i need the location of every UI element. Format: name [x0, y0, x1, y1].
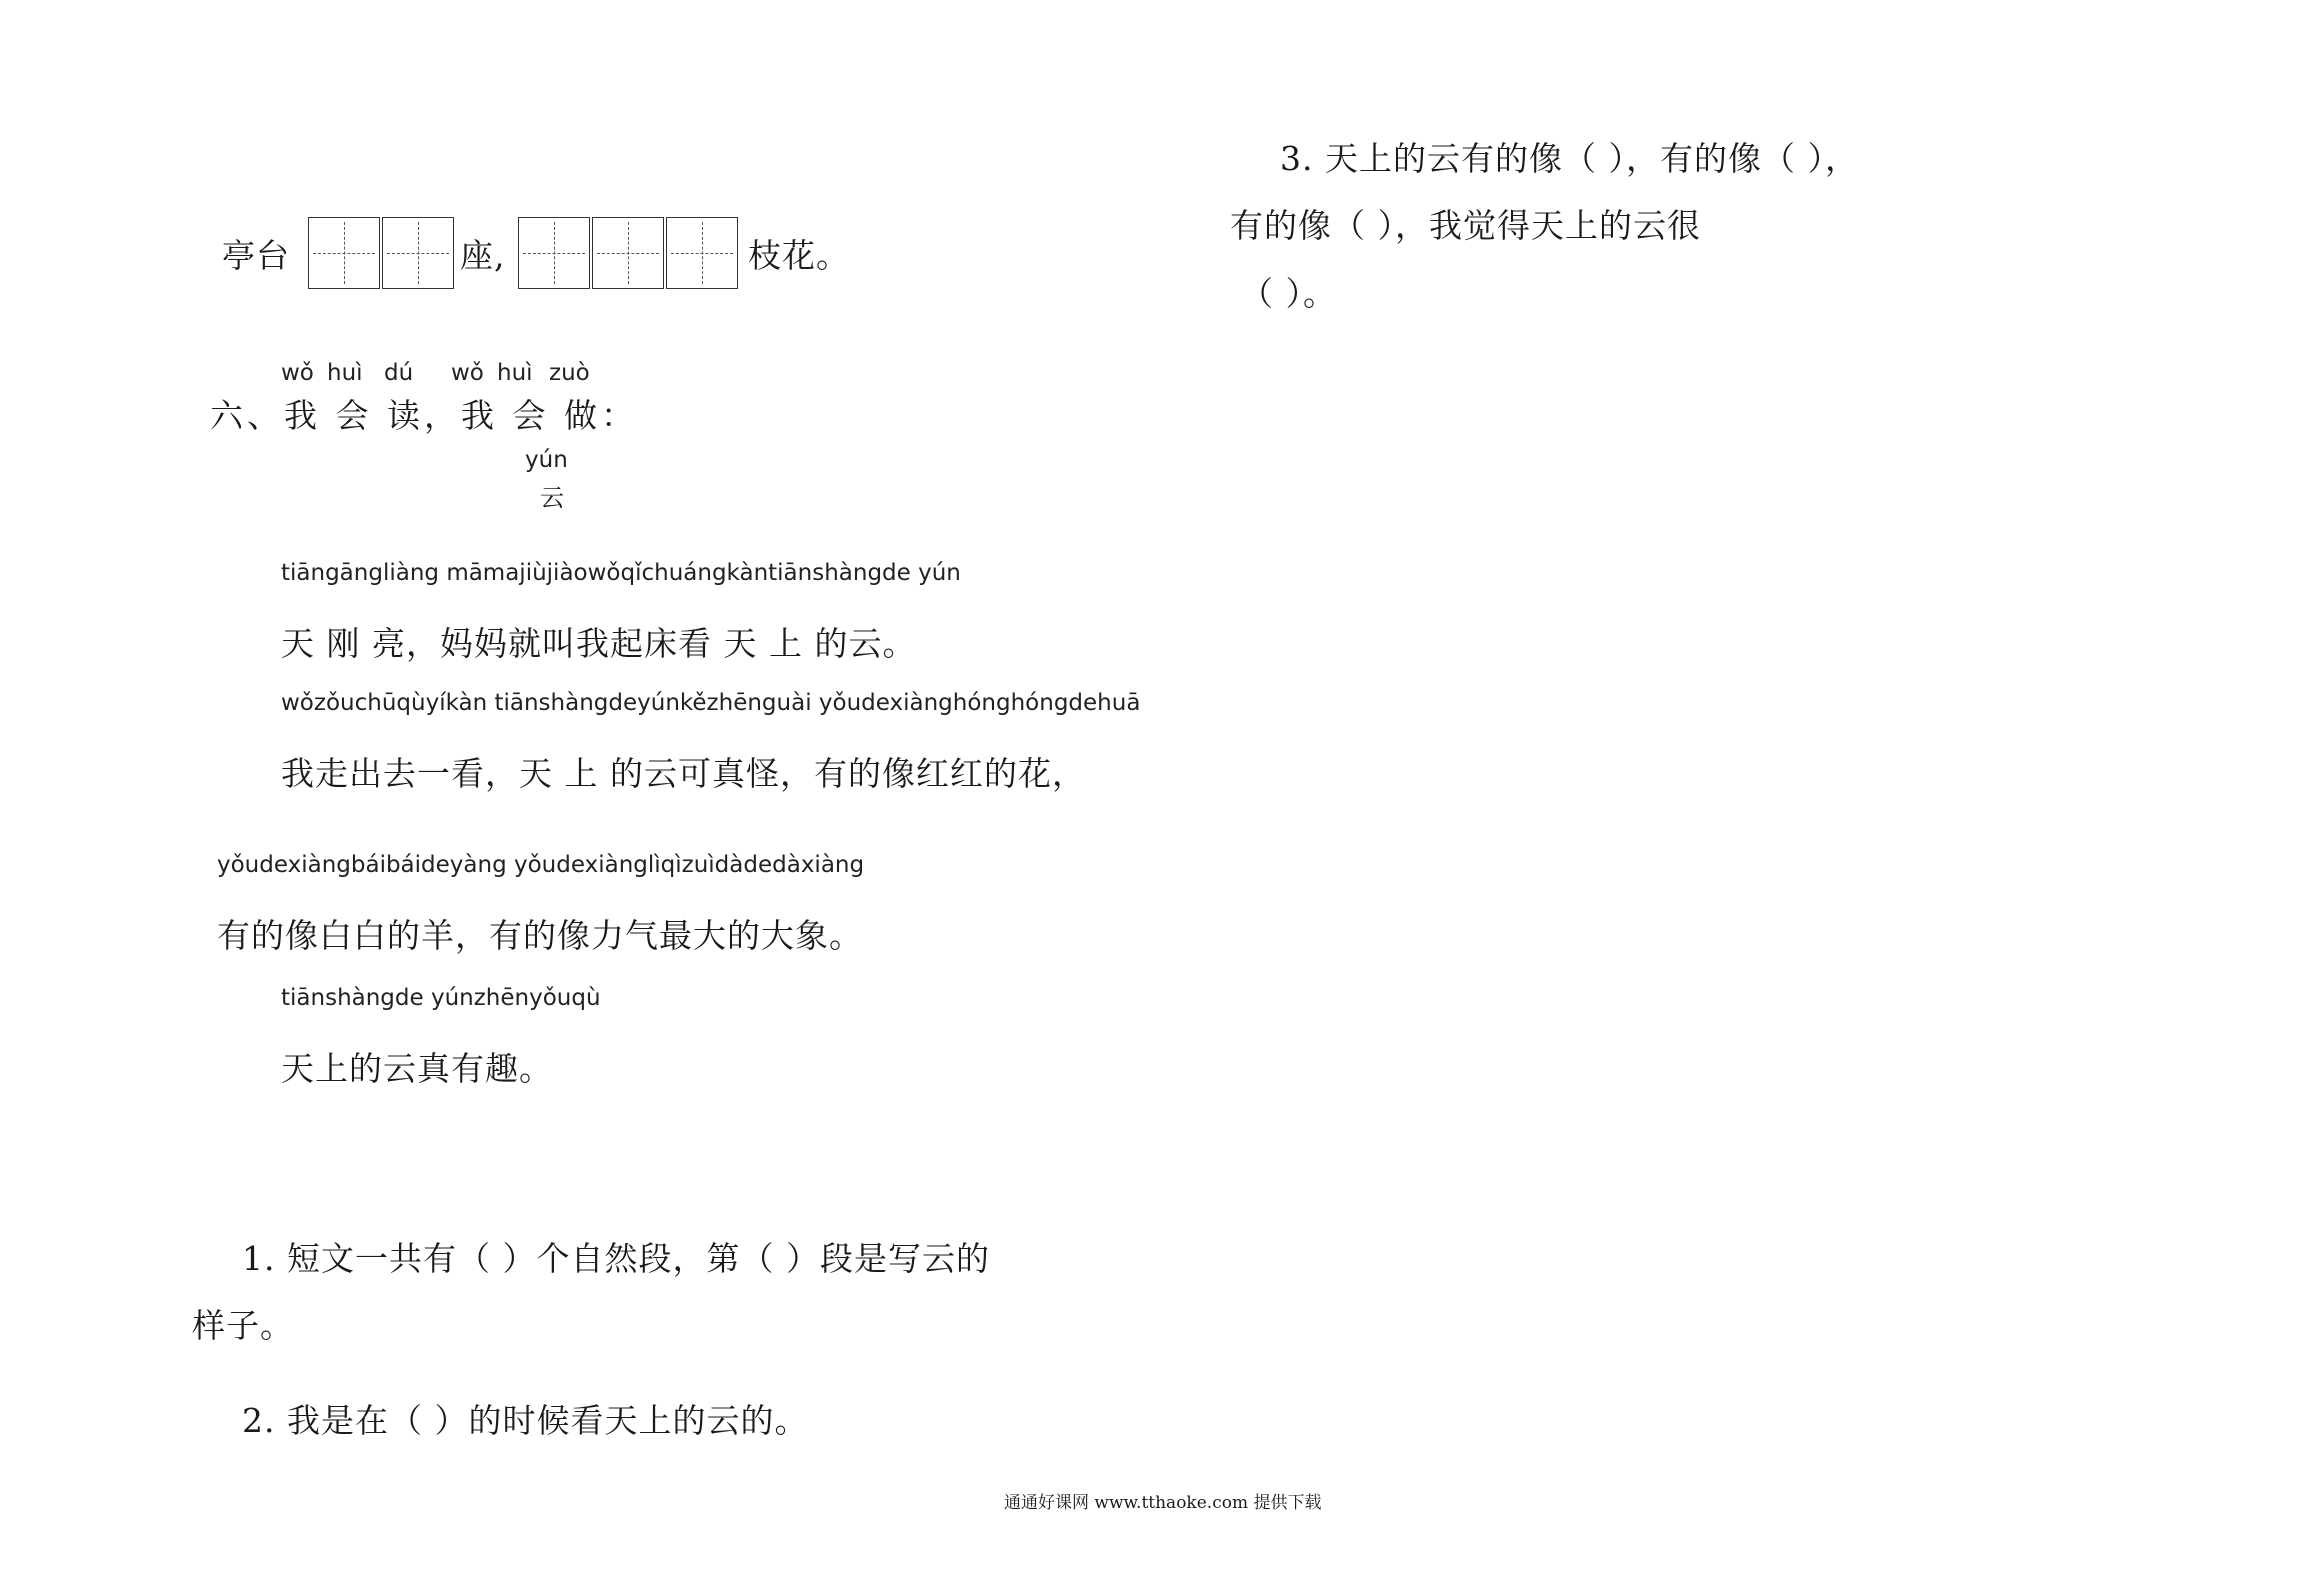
passage-pinyin-1: tiāngāngliàng māmajiùjiàowǒqǐchuángkàntiānshàngde yún	[281, 560, 961, 586]
question-1-line-2: 样子。	[192, 1306, 294, 1345]
writing-cell[interactable]	[518, 217, 590, 289]
writing-cell[interactable]	[666, 217, 738, 289]
section-6-title: 六、我 会 读，我 会 做：	[210, 396, 638, 435]
passage-title-pinyin: yún	[525, 447, 568, 473]
writing-cell[interactable]	[592, 217, 664, 289]
passage-pinyin-2: wǒzǒuchūqùyíkàn tiānshàngdeyúnkězhēnguài yǒudexiànghónghóngdehuā	[281, 690, 1141, 716]
heading-pinyin: zuò	[549, 360, 590, 386]
heading-pinyin: huì	[327, 360, 363, 386]
question-2: 2. 我是在（ ）的时候看天上的云的。	[242, 1401, 809, 1440]
heading-pinyin: wǒ	[281, 360, 314, 386]
question-3-line-2: 有的像（ ），我觉得天上的云很	[1230, 206, 1701, 245]
question-3-line-3: （ ）。	[1240, 274, 1337, 313]
passage-line-2: 我走出去一看，天 上 的云可真怪，有的像红红的花，	[281, 754, 1086, 793]
fill-line-prefix: 亭台	[222, 236, 290, 275]
fill-line-middle: 座,	[460, 236, 506, 275]
fill-line-suffix: 枝花。	[748, 236, 850, 275]
footer-source: 通通好课网 www.tthaoke.com 提供下载	[1004, 1493, 1322, 1513]
writing-cell[interactable]	[382, 217, 454, 289]
question-3-line-1: 3. 天上的云有的像（ ），有的像（ ），	[1280, 139, 1859, 178]
heading-pinyin: huì	[497, 360, 533, 386]
passage-title: 云	[540, 484, 565, 512]
passage-line-3: 有的像白白的羊，有的像力气最大的大象。	[217, 916, 863, 955]
writing-grid-2[interactable]	[518, 217, 740, 289]
writing-cell[interactable]	[308, 217, 380, 289]
passage-line-4: 天上的云真有趣。	[281, 1049, 553, 1088]
writing-grid-1[interactable]	[308, 217, 456, 289]
heading-pinyin: dú	[384, 360, 414, 386]
heading-pinyin: wǒ	[451, 360, 484, 386]
passage-pinyin-3: yǒudexiàngbáibáideyàng yǒudexiànglìqìzuìdàdedàxiàng	[217, 852, 865, 878]
passage-line-1: 天 刚 亮，妈妈就叫我起床看 天 上 的云。	[281, 624, 917, 663]
question-1-line-1: 1. 短文一共有（ ）个自然段，第（ ）段是写云的	[242, 1239, 990, 1278]
passage-pinyin-4: tiānshàngde yúnzhēnyǒuqù	[281, 985, 601, 1011]
